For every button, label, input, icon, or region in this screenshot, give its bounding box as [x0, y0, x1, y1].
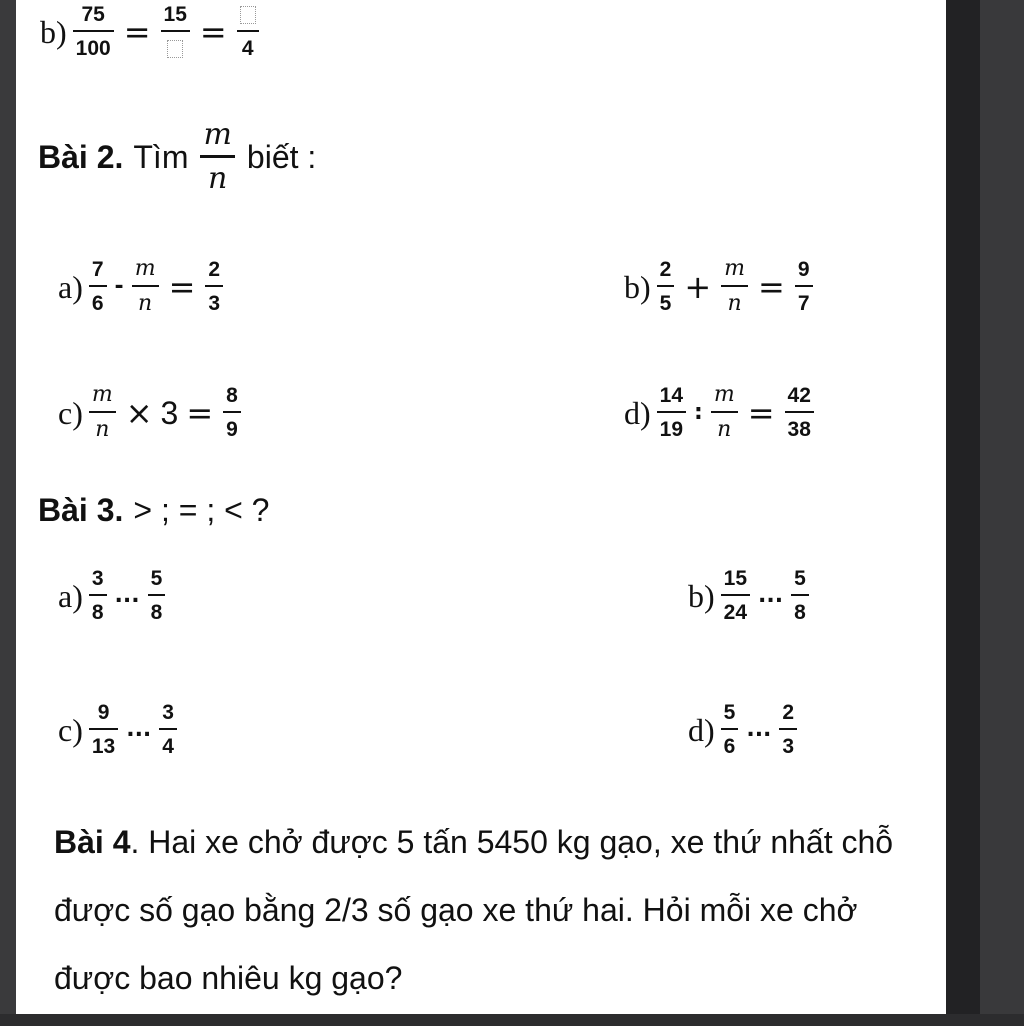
item-label: c) — [58, 394, 83, 431]
item-label: a) — [58, 577, 83, 614]
fraction: $\frac{5}{8}$ — [148, 568, 166, 623]
equals-sign: = — [168, 267, 196, 306]
fraction: $\frac{7}{6}$ — [89, 259, 107, 314]
fraction: $\frac{m}{n}$ — [711, 384, 738, 441]
exercise-4-text: . Hai xe chở được 5 tấn 5450 kg gạo, xe thứ nhất chỗ được số gạo bằng 2/3 số gạo xe thứ hai. Hỏi mỗi xe chở được bao nhiêu kg gạo? — [54, 824, 894, 996]
item-label: b) — [688, 577, 715, 614]
fraction: $\frac{m}{n}$ — [721, 258, 748, 315]
equals-sign: = — [758, 267, 785, 306]
operator: - — [114, 273, 124, 299]
blank-box — [240, 6, 256, 24]
item-label: c) — [58, 711, 83, 748]
fraction: $\frac{3}{4}$ — [159, 702, 177, 757]
exercise-3c — [58, 702, 179, 757]
number: 3 — [160, 394, 179, 431]
ellipsis: ... — [758, 582, 784, 608]
fraction: $\frac{2}{5}$ — [657, 259, 675, 314]
fraction: $\frac{2}{3}$ — [205, 259, 223, 314]
exercise-title: Bài 2. — [38, 139, 124, 175]
exercise-2d — [624, 384, 816, 441]
fraction: $\frac{3}{8}$ — [89, 568, 107, 623]
equals-sign: = — [123, 12, 151, 51]
equals-sign: = — [186, 393, 214, 432]
item-label: b) — [624, 268, 651, 305]
exercise-2-heading — [38, 117, 317, 196]
item-label: d) — [688, 711, 715, 748]
fraction: $\frac{9}{7}$ — [795, 259, 813, 314]
fraction: $\frac{5}{8}$ — [791, 568, 809, 623]
fraction: 4 — [237, 4, 259, 59]
exercise-title: Bài 3. — [38, 492, 124, 528]
ellipsis: ... — [114, 582, 140, 608]
bottom-strip — [0, 1014, 1024, 1026]
heading-text: Tìm — [133, 139, 189, 175]
equals-sign: = — [747, 393, 775, 432]
exercise-3a — [58, 568, 167, 623]
side-strip — [980, 0, 1024, 1026]
fraction: $\frac{m}{n}$ — [89, 384, 116, 441]
item-label: a) — [58, 268, 83, 305]
operator: + — [684, 267, 712, 306]
heading-text: > ; = ; < ? — [133, 492, 270, 528]
fraction: $\frac{5}{6}$ — [721, 702, 739, 757]
exercise-3-heading — [38, 494, 269, 526]
fraction: $\frac{8}{9}$ — [223, 385, 241, 440]
operator: : — [694, 399, 703, 425]
ellipsis: ... — [746, 716, 772, 742]
operator: × — [125, 393, 153, 432]
heading-text: biết : — [246, 139, 317, 175]
fraction: $\frac{9}{13}$ — [89, 702, 118, 757]
document-page — [16, 0, 946, 1014]
exercise-4 — [54, 808, 934, 1012]
blank-box — [167, 40, 183, 58]
fraction: $\frac{2}{3}$ — [779, 702, 797, 757]
fraction: $\frac{14}{19}$ — [657, 385, 686, 440]
exercise-2c — [58, 384, 243, 441]
fraction: $\frac{m}{n}$ — [132, 258, 159, 315]
item-label: d) — [624, 394, 651, 431]
fraction: $\frac{42}{38}$ — [785, 385, 814, 440]
equals-sign: = — [199, 12, 227, 51]
fraction-m-over-n: $\frac{m}{n}$ — [200, 120, 234, 194]
fraction: 15 — [161, 4, 190, 59]
exercise-3d — [688, 702, 799, 757]
exercise-3b — [688, 568, 811, 623]
exercise-title: Bài 4 — [54, 824, 131, 860]
fraction: $\frac{15}{24}$ — [721, 568, 750, 623]
exercise-2b — [624, 258, 815, 315]
exercise-2a — [58, 258, 225, 315]
side-bar — [946, 0, 980, 1026]
exercise-1b — [40, 4, 261, 59]
fraction: $\frac{75}{100}$ — [73, 4, 114, 59]
item-label: b) — [40, 13, 67, 50]
ellipsis: ... — [126, 716, 152, 742]
